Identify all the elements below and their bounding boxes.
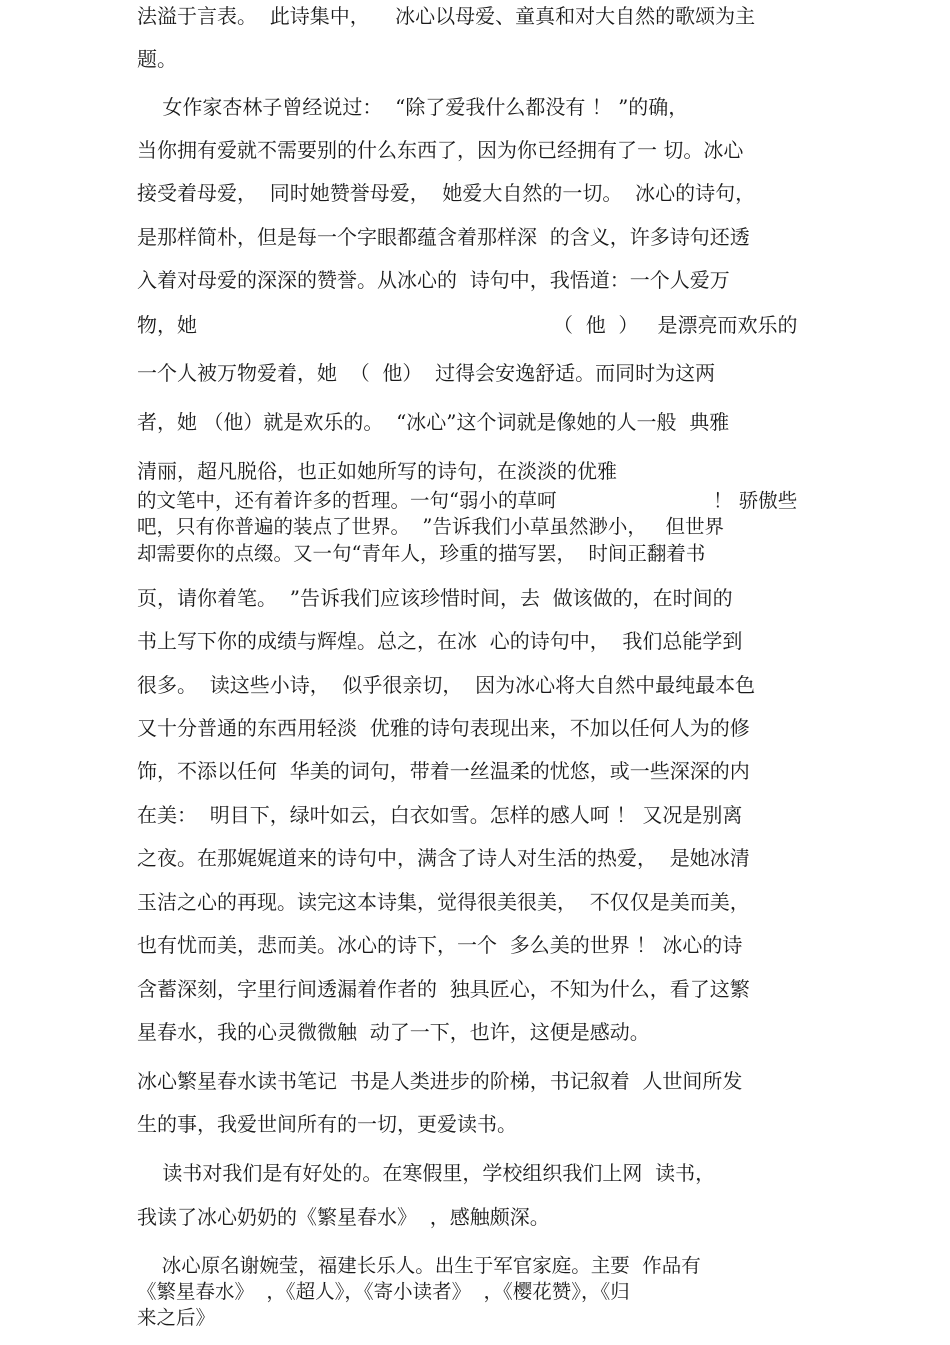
text-line: 物，她 bbox=[137, 313, 197, 337]
text-line: ！ 骄傲些 bbox=[713, 489, 798, 512]
text-line: 很多。 读这些小诗， 似乎很亲切， 因为冰心将大自然中最纯最本色 bbox=[137, 673, 756, 697]
text-line: 清丽，超凡脱俗，也正如她所写的诗句，在淡淡的优雅 bbox=[137, 459, 617, 483]
text-line: 我读了冰心奶奶的《繁星春水》 ，感触颇深。 bbox=[137, 1205, 550, 1229]
text-line: 者，她 （他）就是欢乐的。 “冰心”这个词就是像她的人一般 典雅 bbox=[137, 410, 730, 434]
text-line: 女作家杏林子曾经说过： “除了爱我什么都没有 ！ ”的确， bbox=[137, 95, 689, 119]
text-line: （ 他 ） 是漂亮而欢乐的 bbox=[553, 313, 798, 337]
text-line: 冰心繁星春水读书笔记 书是人类进步的阶梯，书记叙着 人世间所发 bbox=[137, 1069, 743, 1093]
text-line: 也有忧而美，悲而美。冰心的诗下，一个 多么美的世界 ！ 冰心的诗 bbox=[137, 933, 743, 957]
text-line: 接受着母爱， 同时她赞誉母爱， 她爱大自然的一切。 冰心的诗句， bbox=[137, 181, 756, 205]
text-line: 是那样简朴，但是每一个字眼都蕴含着那样深 的含义，许多诗句还透 bbox=[137, 225, 750, 249]
text-line: 读书对我们是有好处的。在寒假里，学校组织我们上网 读书， bbox=[137, 1161, 716, 1185]
text-line: 玉洁之心的再现。读完这本诗集，觉得很美很美， 不仅仅是美而美， bbox=[137, 890, 750, 914]
text-line: 吧，只有你普遍的装点了世界。 ”告诉我们小草虽然渺小， 但世界 bbox=[137, 515, 724, 538]
text-line: 在美： 明目下，绿叶如云，白衣如雪。怎样的感人呵 ！ 又况是别离 bbox=[137, 803, 743, 827]
text-line: 一个人被万物爱着，她 （ 他） 过得会安逸舒适。而同时为这两 bbox=[137, 361, 716, 385]
text-line: 法溢于言表。 此诗集中， 冰心以母爱、童真和对大自然的歌颂为主 bbox=[137, 4, 756, 28]
text-line: 星春水，我的心灵微微触 动了一下，也许，这便是感动。 bbox=[137, 1020, 650, 1044]
text-line: 饰，不添以任何 华美的词句，带着一丝温柔的忧悠，或一些深深的内 bbox=[137, 759, 750, 783]
text-line: 书上写下你的成绩与辉煌。总之，在冰 心的诗句中， 我们总能学到 bbox=[137, 629, 743, 653]
text-line: 来之后》 bbox=[137, 1306, 216, 1329]
text-line: 却需要你的点缀。又一句“青年人，珍重的描写罢， 时间正翻着书 bbox=[137, 542, 706, 565]
text-line: 入着对母爱的深深的赞誉。从冰心的 诗句中，我悟道：一个人爱万 bbox=[137, 268, 730, 292]
text-line: 之夜。在那娓娓道来的诗句中，满含了诗人对生活的热爱， 是她冰清 bbox=[137, 846, 750, 870]
text-line: 又十分普通的东西用轻淡 优雅的诗句表现出来，不加以任何人为的修 bbox=[137, 716, 750, 740]
text-line: 页，请你着笔。 ”告诉我们应该珍惜时间，去 做该做的，在时间的 bbox=[137, 586, 733, 610]
text-line: 《繁星春水》 ，《超人》，《寄小读者》 ，《樱花赞》，《归 bbox=[137, 1280, 630, 1303]
text-line: 当你拥有爱就不需要别的什么东西了，因为你已经拥有了一 切。冰心 bbox=[137, 138, 744, 162]
text-line: 冰心原名谢婉莹，福建长乐人。出生于军官家庭。主要 作品有 bbox=[137, 1254, 701, 1277]
text-line: 生的事，我爱世间所有的一切，更爱读书。 bbox=[137, 1112, 517, 1136]
text-line: 题。 bbox=[137, 47, 177, 71]
text-line: 含蓄深刻，字里行间透漏着作者的 独具匠心，不知为什么，看了这繁 bbox=[137, 977, 750, 1001]
text-line: 的文笔中，还有着许多的哲理。一句“弱小的草呵 bbox=[137, 489, 557, 512]
